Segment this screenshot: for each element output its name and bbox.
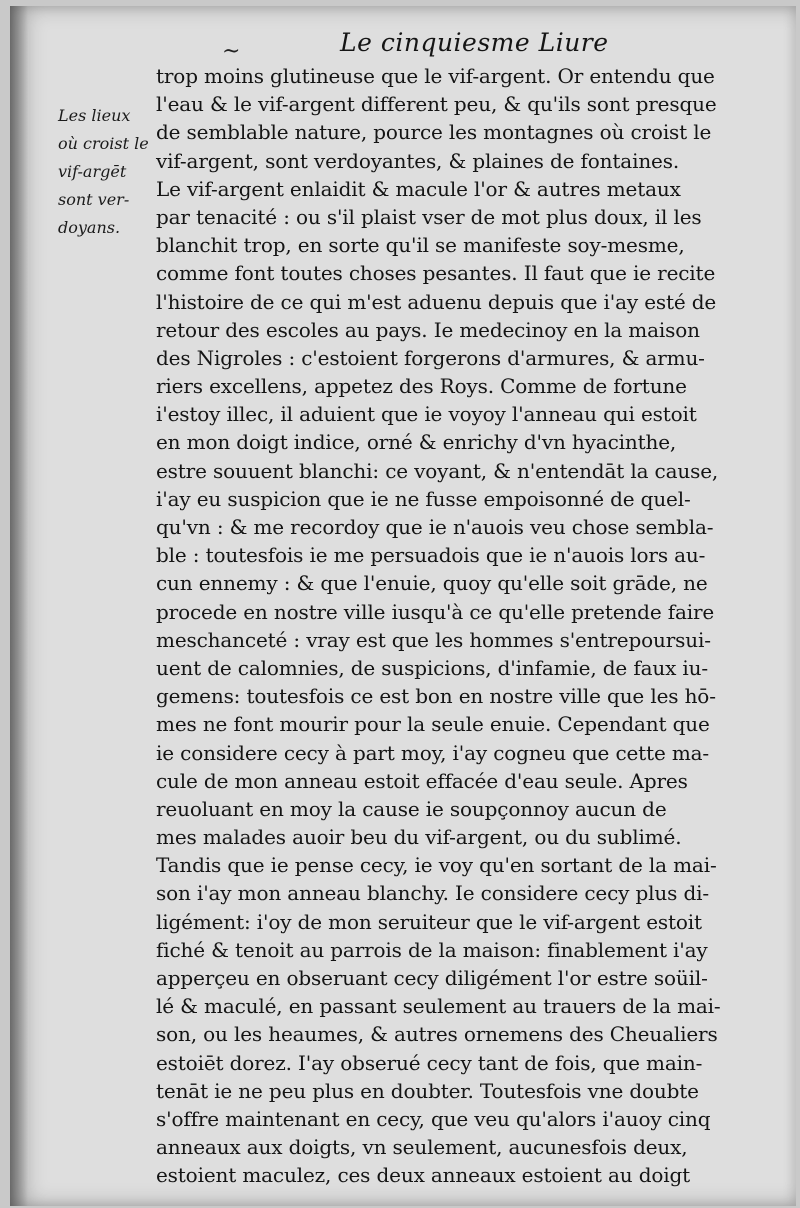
running-head: Le cinquiesme Liure [340, 28, 609, 57]
marginal-note-line: où croist le [58, 134, 149, 153]
text-line: ble : toutesfois ie me persuadois que ie n'auois lors au- [156, 543, 706, 568]
book-page [10, 6, 796, 1206]
text-line: reuoluant en moy la cause ie soupçonnoy aucun de [156, 796, 667, 821]
text-line: de semblable nature, pource les montagnes où croist le [156, 120, 712, 145]
text-line: meschanceté : vray est que les hommes s'entrepoursui- [156, 627, 711, 652]
marginal-note-line: Les lieux [58, 106, 131, 125]
text-line: par tenacité : ou s'il plaist vser de mot plus doux, il les [156, 204, 702, 229]
text-line: trop moins glutineuse que le vif-argent. Or entendu que [156, 64, 715, 88]
text-line: qu'vn : & me recordoy que ie n'auois veu chose sembla- [156, 515, 714, 539]
text-line: procede en nostre ville iusqu'à ce qu'elle pretende faire [156, 599, 715, 624]
text-line: l'eau & le vif-argent different peu, & qu'ils sont presque [156, 92, 717, 117]
text-line: son i'ay mon anneau blanchy. Ie considere cecy plus di- [156, 881, 709, 906]
text-line: tenāt ie ne peu plus en doubter. Toutesfois vne doubte [156, 1078, 699, 1103]
text-line: mes malades auoir beu du vif-argent, ou du sublimé. [156, 825, 682, 850]
text-line: i'ay eu suspicion que ie ne fusse empoisonné de quel- [156, 486, 691, 511]
marginal-note-line: sont ver- [58, 190, 130, 209]
text-line: l'histoire de ce qui m'est aduenu depuis que i'ay esté de [156, 289, 717, 314]
text-line: fiché & tenoit au parrois de la maison: finablement i'ay [156, 937, 708, 962]
text-line: cun ennemy : & que l'enuie, quoy qu'elle soit grāde, ne [156, 571, 708, 596]
text-line: apperçeu en obseruant cecy diligément l'or estre soüil- [156, 966, 708, 990]
text-line: ligément: i'oy de mon seruiteur que le vif-argent estoit [156, 909, 702, 934]
text-line: uent de calomnies, de suspicions, d'infamie, de faux iu- [156, 655, 709, 680]
marginal-note-line: doyans. [58, 218, 121, 237]
text-line: s'offre maintenant en cecy, que veu qu'alors i'auoy cinq [156, 1106, 711, 1131]
text-line: son, ou les heaumes, & autres ornemens des Cheualiers [156, 1022, 718, 1047]
text-line: Tandis que ie pense cecy, ie voy qu'en sortant de la mai- [156, 853, 717, 878]
text-line: gemens: toutesfois ce est bon en nostre ville que les hō- [156, 684, 716, 709]
text-line: comme font toutes choses pesantes. Il faut que ie recite [156, 261, 716, 286]
text-line: i'estoy illec, il aduient que ie voyoy l'anneau qui estoit [156, 402, 697, 427]
text-line: estoient maculez, ces deux anneaux estoient au doigt [156, 1163, 691, 1188]
text-line: blanchit trop, en sorte qu'il se manifeste soy-mesme, [156, 233, 685, 258]
marginal-note-line: vif-argēt [58, 162, 127, 181]
body-text [156, 62, 782, 1190]
text-line: estre souuent blanchi: ce voyant, & n'entendāt la cause, [156, 458, 719, 483]
text-line: vif-argent, sont verdoyantes, & plaines de fontaines. [156, 148, 680, 173]
text-line: en mon doigt indice, orné & enrichy d'vn hyacinthe, [156, 430, 677, 455]
text-line: estoiēt dorez. I'ay obserué cecy tant de fois, que main- [156, 1050, 703, 1075]
text-line: retour des escoles au pays. Ie medecinoy en la maison [156, 317, 700, 342]
text-line: mes ne font mourir pour la seule enuie. Cependant que [156, 712, 710, 737]
text-line: cule de mon anneau estoit effacée d'eau seule. Apres [156, 768, 688, 793]
header-ornament: ~ [222, 39, 241, 64]
text-line: Le vif-argent enlaidit & macule l'or & autres metaux [156, 176, 681, 201]
text-line: des Nigroles : c'estoient forgerons d'armures, & armu- [156, 345, 705, 370]
text-line: lé & maculé, en passant seulement au trauers de la mai- [156, 994, 721, 1019]
marginal-note [58, 102, 158, 242]
text-line: ie considere cecy à part moy, i'ay cogneu que cette ma- [156, 740, 710, 765]
text-line: anneaux aux doigts, vn seulement, aucunesfois deux, [156, 1135, 688, 1160]
text-line: riers excellens, appetez des Roys. Comme de fortune [156, 374, 687, 399]
